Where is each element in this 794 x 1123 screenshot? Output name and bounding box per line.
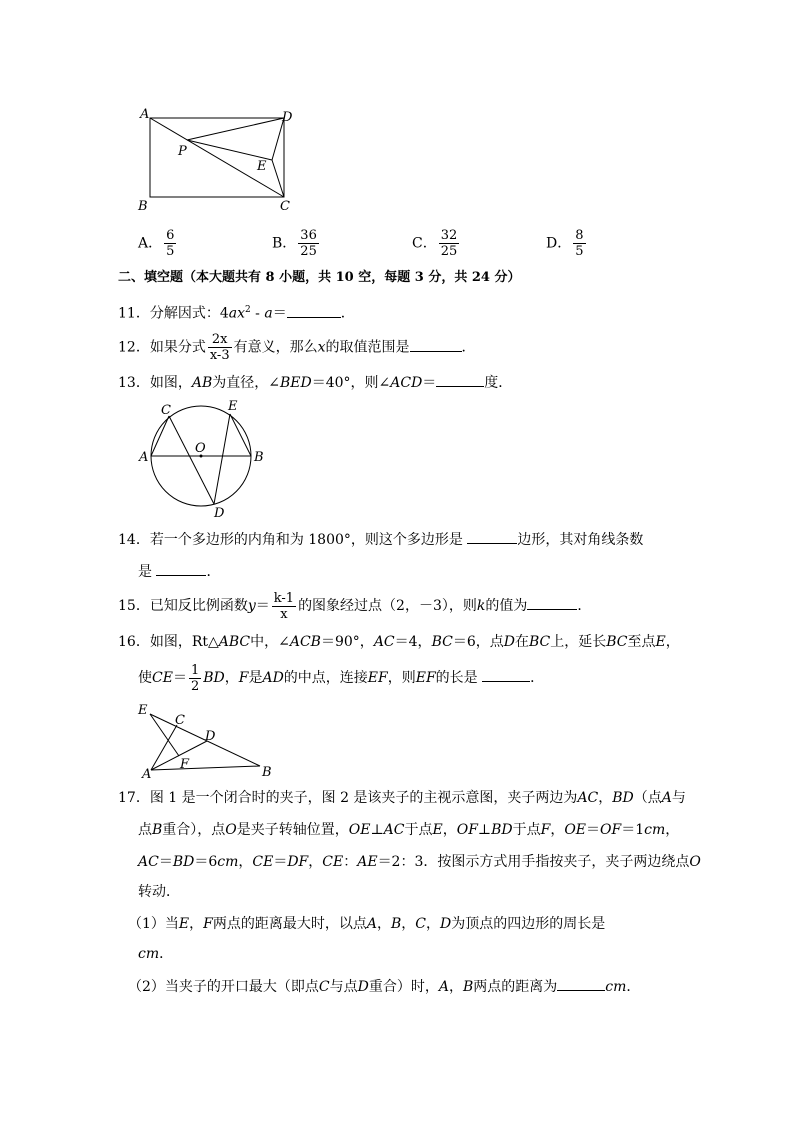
label-d: D bbox=[205, 729, 216, 744]
question-17-part1-line2: cm． bbox=[138, 946, 174, 962]
question-17-line4: 转动． bbox=[138, 884, 180, 900]
line-ed bbox=[214, 414, 230, 504]
line-ab bbox=[151, 766, 260, 770]
label-b: B bbox=[138, 199, 148, 214]
label-c: C bbox=[280, 199, 290, 214]
answer-blank[interactable] bbox=[156, 561, 206, 576]
answer-blank[interactable] bbox=[467, 529, 517, 544]
label-d: D bbox=[214, 506, 225, 520]
question-16: 16．如图，Rt△ABC中，∠ACB＝90°，AC＝4，BC＝6，点D在BC上，延长BC至点E， bbox=[118, 634, 680, 650]
option-d: D． $\frac{8}{5}$ bbox=[546, 228, 584, 259]
section-heading: 二、填空题（本大题共有 8 小题，共 10 空，每题 3 分，共 24 分） bbox=[118, 270, 521, 285]
answer-blank[interactable] bbox=[482, 667, 530, 682]
answer-blank[interactable] bbox=[410, 337, 462, 352]
label-a: A bbox=[142, 767, 152, 782]
question-11: 11．分解因式：$4ax^2 - a=$ ． bbox=[118, 300, 355, 324]
line-ac bbox=[150, 118, 284, 197]
line-pe bbox=[187, 140, 272, 160]
option-b: B． $\frac{36}{25}$ bbox=[272, 228, 317, 259]
question-17: 17．图 1 是一个闭合时的夹子，图 2 是该夹子的主视示意图，夹子两边为AC，BD（点A与 bbox=[118, 790, 686, 806]
answer-blank[interactable] bbox=[436, 372, 484, 387]
label-e: E bbox=[228, 399, 238, 414]
option-a: A． $\frac{6}{5}$ bbox=[138, 228, 175, 259]
question-17-part1: （1）当E，F两点的距离最大时，以点A，B，C，D为顶点的四边形的周长是 bbox=[128, 916, 606, 932]
question-17-part2: （2）当夹子的开口最大（即点C与点D重合）时，A，B两点的距离为 cm． bbox=[128, 976, 640, 997]
circle-figure bbox=[130, 395, 275, 520]
option-c: C． $\frac{32}{25}$ bbox=[412, 228, 458, 259]
line-pd bbox=[187, 118, 284, 140]
rectangle-figure bbox=[130, 100, 310, 215]
label-e: E bbox=[257, 159, 267, 174]
answer-blank[interactable] bbox=[527, 595, 577, 610]
line-eb bbox=[230, 414, 251, 456]
label-a: A bbox=[140, 107, 150, 122]
label-b: B bbox=[254, 450, 264, 465]
question-13: 13．如图，AB为直径，∠BED＝40°，则∠ACD＝ 度． bbox=[118, 372, 512, 393]
label-c: C bbox=[175, 713, 185, 728]
label-o: O bbox=[195, 441, 206, 456]
label-d: D bbox=[282, 110, 293, 125]
question-17-line3: AC＝BD＝6cm，CE＝DF，CE：AE＝2：3．按图示方式用手指按夹子，夹子两边绕点O bbox=[138, 854, 701, 870]
label-p: P bbox=[178, 144, 187, 159]
label-e: E bbox=[138, 703, 148, 718]
question-14-line2: 是 ． bbox=[138, 561, 220, 582]
label-a: A bbox=[139, 450, 149, 465]
question-16-line2: 使CE＝ $\frac{1}{2}$ BD，F是AD的中点，连接EF，则EF的长是 ． bbox=[138, 662, 545, 694]
question-12: 12．如果分式 $\frac{2x}{x-3}$ 有意义，那么x的取值范围是 ． bbox=[118, 332, 476, 363]
question-17-line2: 点B重合），点O是夹子转轴位置，OE⊥AC于点E，OF⊥BD于点F，OE＝OF＝1cm， bbox=[138, 822, 680, 838]
line-cd bbox=[169, 416, 214, 504]
answer-blank[interactable] bbox=[287, 303, 341, 318]
triangle-figure bbox=[130, 700, 280, 785]
question-15: 15．已知反比例函数y＝ $\frac{k-1}{x}$ 的图象经过点（2，－3），则k的值为 ． bbox=[118, 590, 592, 622]
line-ac bbox=[151, 416, 169, 456]
label-f: F bbox=[180, 757, 190, 772]
label-b: B bbox=[262, 765, 272, 780]
question-14: 14．若一个多边形的内角和为 1800°，则这个多边形是 边形，其对角线条数 bbox=[118, 529, 643, 550]
answer-blank[interactable] bbox=[557, 976, 605, 991]
label-c: C bbox=[161, 403, 171, 418]
